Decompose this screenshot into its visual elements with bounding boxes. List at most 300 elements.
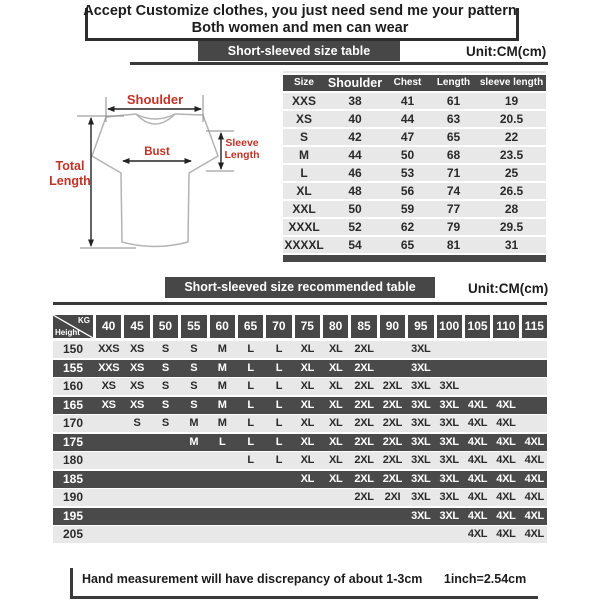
size-recommendation: 3XL xyxy=(411,380,431,392)
sleeve-length-label-2: Length xyxy=(224,149,260,161)
size-recommendation xyxy=(380,341,405,358)
height-label: 155 xyxy=(62,360,84,375)
size-recommendation: XL xyxy=(328,472,343,485)
size-recommendation: 2XL xyxy=(354,380,374,392)
size-value: 22 xyxy=(504,130,519,144)
size-value: 65 xyxy=(400,238,415,252)
reco-table-row xyxy=(53,360,547,377)
size-recommendation: S xyxy=(161,398,169,411)
reco-table-row xyxy=(53,378,547,395)
size-table-row xyxy=(283,183,546,199)
size-table-row xyxy=(283,165,546,181)
size-recommendation: 3XL xyxy=(439,435,459,448)
size-recommendation: M xyxy=(189,417,199,429)
size-recommendation xyxy=(266,489,291,506)
size-recommendation xyxy=(493,360,518,377)
shoulder-label: Shoulder xyxy=(126,92,184,107)
size-value: 59 xyxy=(400,202,415,216)
size-recommendation: 2XL xyxy=(354,343,374,355)
dimension-ticks xyxy=(77,95,234,248)
size-recommendation: L xyxy=(247,343,254,355)
size-recommendation: L xyxy=(247,361,254,374)
size-recommendation xyxy=(266,526,291,543)
size-recommendation: 3XL xyxy=(439,454,459,466)
size-recommendation: S xyxy=(190,361,198,374)
size-value: 44 xyxy=(348,148,362,162)
weight-column-header: 55 xyxy=(181,315,206,338)
size-recommendation: XL xyxy=(300,398,315,411)
size-table-body xyxy=(283,93,546,253)
size-value: 50 xyxy=(348,202,362,216)
size-recommendation: 3XL xyxy=(439,491,459,503)
size-recommendation: 3XL xyxy=(439,380,459,392)
size-value: 41 xyxy=(400,94,415,108)
size-recommendation: M xyxy=(217,343,227,355)
size-recommendation xyxy=(153,489,178,506)
size-recommendation xyxy=(465,341,490,358)
size-name: XXXL xyxy=(288,220,320,234)
size-recommendation: 2XL xyxy=(354,435,374,448)
size-recommendation: S xyxy=(161,361,169,374)
size-recommendation: 3XL xyxy=(411,472,431,485)
size-recommendation: 4XL xyxy=(467,454,488,466)
size-recommendation: 3XL xyxy=(411,454,431,466)
weight-column-header: 60 xyxy=(210,315,235,338)
size-recommendation: 4XL xyxy=(524,491,544,503)
size-value: 19 xyxy=(504,94,519,108)
weight-column-header: 80 xyxy=(323,315,348,338)
height-label: 165 xyxy=(62,397,84,412)
size-value: 38 xyxy=(348,94,362,108)
reco-corner-cell xyxy=(53,315,93,338)
size-recommendation: 2XL xyxy=(354,361,374,374)
size-recommendation xyxy=(124,434,149,451)
size-recommendation: XS xyxy=(101,380,116,392)
size-recommendation: M xyxy=(217,398,227,411)
reco-table-row xyxy=(53,452,547,469)
reco-table-unit: Unit:CM(cm) xyxy=(468,281,549,296)
size-recommendation xyxy=(295,526,320,543)
size-recommendation xyxy=(124,471,149,488)
size-recommendation xyxy=(323,489,348,506)
reco-table-badge: Short-sleeved size recommended table xyxy=(165,277,435,298)
weight-column-header: 50 xyxy=(153,315,178,338)
height-label: 195 xyxy=(62,508,84,523)
size-value: 81 xyxy=(446,238,461,252)
size-recommendation: XL xyxy=(300,435,315,448)
size-recommendation: S xyxy=(190,398,198,411)
size-recommendation xyxy=(238,526,263,543)
size-recommendation: 3XL xyxy=(411,509,431,522)
size-table-row xyxy=(283,111,546,127)
size-recommendation xyxy=(238,508,263,525)
size-value: 25 xyxy=(504,166,519,180)
size-recommendation: 4XL xyxy=(467,398,488,411)
size-recommendation: XL xyxy=(300,361,315,374)
size-value: 26.5 xyxy=(499,184,524,198)
size-recommendation xyxy=(493,378,518,395)
size-table-header xyxy=(283,75,546,91)
size-table-row xyxy=(283,93,546,109)
size-recommendation xyxy=(153,452,178,469)
size-recommendation: L xyxy=(275,454,283,466)
size-value: 42 xyxy=(348,130,362,144)
size-recommendation: 3XL xyxy=(439,398,459,411)
size-recommendation: L xyxy=(275,435,283,448)
size-recommendation: L xyxy=(247,417,254,429)
size-value: 63 xyxy=(446,112,461,126)
size-recommendation xyxy=(437,341,462,358)
size-recommendation xyxy=(153,434,178,451)
size-value: 79 xyxy=(446,220,461,234)
size-recommendation xyxy=(210,452,235,469)
size-recommendation: S xyxy=(133,417,141,429)
size-recommendation: 4XL xyxy=(524,528,544,540)
size-value: 31 xyxy=(504,238,519,252)
tshirt-diagram xyxy=(38,76,280,268)
size-value: 52 xyxy=(348,220,362,234)
size-column-header: sleeve length xyxy=(479,77,544,88)
size-recommendation: 2XL xyxy=(382,417,403,429)
size-recommendation xyxy=(465,378,490,395)
height-label: 180 xyxy=(62,453,84,467)
reco-table-row xyxy=(53,508,547,525)
size-name: XXL xyxy=(292,202,316,216)
divider-line-2 xyxy=(53,302,547,305)
size-recommendation: 4XL xyxy=(467,491,488,503)
size-recommendation xyxy=(493,341,518,358)
size-recommendation: 4XL xyxy=(524,435,544,448)
banner-line1: Accept Customize clothes, you just need send me your pattern xyxy=(83,3,517,19)
size-recommendation: L xyxy=(275,361,283,374)
size-value: 29.5 xyxy=(499,220,524,234)
size-recommendation xyxy=(181,489,206,506)
weight-column-header: 70 xyxy=(266,315,291,338)
size-column-header: Size xyxy=(293,77,314,88)
size-recommendation: M xyxy=(189,435,199,448)
reco-table-body xyxy=(53,341,547,543)
size-name: S xyxy=(299,130,308,144)
size-recommendation xyxy=(96,434,121,451)
size-table-row xyxy=(283,201,546,217)
size-recommendation xyxy=(96,508,121,525)
size-table-top-sliver xyxy=(283,71,546,73)
size-value: 47 xyxy=(400,130,415,144)
reco-table-row xyxy=(53,415,547,432)
size-recommendation xyxy=(238,471,263,488)
size-recommendation: 4XL xyxy=(524,472,544,485)
size-recommendation xyxy=(153,526,178,543)
weight-column-header: 105 xyxy=(465,315,490,338)
tshirt-outline xyxy=(92,114,218,247)
size-recommendation: 2XL xyxy=(382,454,403,466)
size-recommendation xyxy=(124,489,149,506)
size-recommendation xyxy=(124,452,149,469)
size-recommendation: L xyxy=(275,380,283,392)
size-recommendation: 4XL xyxy=(496,417,516,429)
size-recommendation: 4XL xyxy=(467,435,488,448)
size-recommendation: 2XI xyxy=(384,491,401,503)
size-value: 74 xyxy=(446,184,461,198)
size-recommendation: 4XL xyxy=(467,528,488,540)
size-value: 23.5 xyxy=(499,148,524,162)
weight-column-header: 100 xyxy=(437,315,462,338)
size-recommendation xyxy=(210,471,235,488)
size-recommendation xyxy=(124,526,149,543)
size-value: 71 xyxy=(446,166,461,180)
reco-table-row xyxy=(53,397,547,414)
size-name: M xyxy=(299,148,309,162)
size-recommendation: L xyxy=(247,435,254,448)
weight-column-header: 115 xyxy=(522,315,547,338)
size-recommendation: XL xyxy=(328,454,343,466)
size-recommendation: L xyxy=(247,380,254,392)
size-recommendation xyxy=(96,526,121,543)
size-table-row xyxy=(283,147,546,163)
size-recommendation: 4XL xyxy=(467,472,488,485)
height-label: 185 xyxy=(62,471,84,486)
size-recommendation xyxy=(124,508,149,525)
size-recommendation xyxy=(153,471,178,488)
size-column-header: Shoulder xyxy=(327,76,383,90)
size-recommendation: 2XL xyxy=(354,472,374,485)
size-recommendation: XXS xyxy=(98,361,120,374)
size-recommendation: XL xyxy=(300,343,315,355)
size-recommendation: XS xyxy=(130,343,145,355)
size-recommendation xyxy=(380,508,405,525)
size-recommendation: XXS xyxy=(98,343,120,355)
size-recommendation: L xyxy=(275,398,283,411)
size-value: 56 xyxy=(400,184,415,198)
size-table-unit: Unit:CM(cm) xyxy=(466,44,547,59)
reco-table-row xyxy=(53,489,547,506)
size-value: 62 xyxy=(400,220,415,234)
size-recommendation: 4XL xyxy=(496,398,516,411)
size-name: XL xyxy=(296,184,312,198)
size-recommendation xyxy=(96,415,121,432)
size-recommendation: L xyxy=(275,417,283,429)
reco-table xyxy=(53,315,547,545)
size-recommendation: XS xyxy=(101,398,116,411)
size-recommendation: XL xyxy=(328,417,343,429)
size-recommendation: 2XL xyxy=(354,417,374,429)
size-recommendation: S xyxy=(190,380,198,392)
size-recommendation: L xyxy=(218,435,226,448)
size-value: 50 xyxy=(400,148,415,162)
size-recommendation xyxy=(437,360,462,377)
size-recommendation: XL xyxy=(328,361,343,374)
size-recommendation xyxy=(210,526,235,543)
size-recommendation xyxy=(465,360,490,377)
size-column-header: Chest xyxy=(393,77,422,88)
size-recommendation: XS xyxy=(130,361,145,374)
size-value: 46 xyxy=(348,166,362,180)
size-recommendation: M xyxy=(217,361,227,374)
size-recommendation: 4XL xyxy=(496,435,516,448)
banner-line2: Both women and men can wear xyxy=(191,20,409,36)
size-recommendation: S xyxy=(161,380,169,392)
weight-column-header: 110 xyxy=(493,315,518,338)
size-recommendation xyxy=(380,360,405,377)
height-label: 205 xyxy=(62,527,84,541)
size-name: L xyxy=(300,166,308,180)
size-table-badge: Short-sleeved size table xyxy=(198,41,400,61)
size-recommendation: 4XL xyxy=(496,491,516,503)
size-recommendation: L xyxy=(247,398,254,411)
height-label: 160 xyxy=(62,379,84,393)
measurement-note: Hand measurement will have discrepancy of about 1-3cm xyxy=(82,572,423,586)
bust-label: Bust xyxy=(144,146,170,158)
size-recommendation xyxy=(181,526,206,543)
size-recommendation: 3XL xyxy=(411,491,431,503)
size-recommendation xyxy=(522,415,547,432)
size-name: XXXXL xyxy=(284,238,324,252)
inch-conversion: 1inch=2.54cm xyxy=(443,572,527,586)
size-value: 20.5 xyxy=(499,112,524,126)
size-table-row xyxy=(283,219,546,235)
size-recommendation: XS xyxy=(130,398,145,411)
size-column-header: Length xyxy=(436,77,471,88)
size-table xyxy=(283,75,546,262)
size-recommendation xyxy=(408,526,433,543)
size-table-bottom-bar xyxy=(283,255,546,262)
size-recommendation: 2XL xyxy=(382,380,403,392)
size-recommendation: 2XL xyxy=(354,398,374,411)
reco-table-header xyxy=(53,315,547,338)
size-recommendation xyxy=(323,508,348,525)
size-recommendation: S xyxy=(161,417,169,429)
size-recommendation: 4XL xyxy=(496,472,516,485)
size-recommendation xyxy=(522,341,547,358)
height-label: 170 xyxy=(62,416,84,430)
size-recommendation xyxy=(96,452,121,469)
size-value: 61 xyxy=(446,94,461,108)
reco-table-row xyxy=(53,471,547,488)
size-table-row xyxy=(283,129,546,145)
size-recommendation: 4XL xyxy=(524,454,544,466)
size-table-row xyxy=(283,237,546,253)
reco-table-row xyxy=(53,341,547,358)
size-recommendation xyxy=(210,489,235,506)
total-length-label-1: Total xyxy=(55,159,85,173)
height-label: 175 xyxy=(62,434,84,449)
dimension-arrows xyxy=(91,109,221,246)
size-value: 28 xyxy=(504,202,519,216)
size-recommendation: 3XL xyxy=(411,435,431,448)
size-recommendation xyxy=(181,508,206,525)
size-recommendation xyxy=(522,360,547,377)
size-recommendation: 3XL xyxy=(411,398,431,411)
weight-column-header: 40 xyxy=(96,315,121,338)
height-label: 190 xyxy=(62,490,84,504)
sleeve-length-label-1: Sleeve xyxy=(225,137,259,149)
size-recommendation xyxy=(96,471,121,488)
size-recommendation xyxy=(437,526,462,543)
size-recommendation xyxy=(522,378,547,395)
size-value: 40 xyxy=(348,112,362,126)
size-value: 48 xyxy=(348,184,362,198)
size-recommendation: 3XL xyxy=(411,417,431,429)
divider-line xyxy=(130,62,548,65)
size-recommendation: 2XL xyxy=(354,491,374,503)
size-recommendation: 3XL xyxy=(439,417,459,429)
weight-column-header: 85 xyxy=(351,315,376,338)
weight-column-header: 45 xyxy=(124,315,149,338)
size-recommendation: L xyxy=(247,454,254,466)
size-recommendation: XL xyxy=(328,380,343,392)
reco-table-row xyxy=(53,434,547,451)
size-recommendation xyxy=(522,397,547,414)
size-value: 77 xyxy=(446,202,461,216)
reco-table-row xyxy=(53,526,547,543)
size-value: 68 xyxy=(446,148,461,162)
size-recommendation xyxy=(266,508,291,525)
size-recommendation: 4XL xyxy=(496,528,516,540)
size-recommendation: 4XL xyxy=(496,509,516,522)
size-recommendation: 2XL xyxy=(382,435,403,448)
weight-column-header: 90 xyxy=(380,315,405,338)
size-value: 65 xyxy=(446,130,461,144)
size-recommendation xyxy=(323,526,348,543)
size-recommendation: M xyxy=(217,417,227,429)
size-recommendation: 2XL xyxy=(382,472,403,485)
size-recommendation: 4XL xyxy=(496,454,516,466)
size-recommendation xyxy=(380,526,405,543)
size-recommendation: XL xyxy=(300,454,315,466)
size-recommendation: 4XL xyxy=(467,509,488,522)
size-recommendation: 2XL xyxy=(354,454,374,466)
size-value: 54 xyxy=(348,238,362,252)
size-recommendation xyxy=(210,508,235,525)
size-recommendation xyxy=(351,526,376,543)
size-recommendation: XL xyxy=(328,435,343,448)
corner-height-label: Height xyxy=(55,328,80,337)
size-recommendation xyxy=(295,508,320,525)
corner-kg-label: KG xyxy=(78,316,90,325)
size-recommendation: 2XL xyxy=(382,398,403,411)
size-recommendation: S xyxy=(190,343,198,355)
size-recommendation: XL xyxy=(328,398,343,411)
weight-column-header: 65 xyxy=(238,315,263,338)
size-recommendation xyxy=(181,471,206,488)
size-name: XS xyxy=(295,112,312,126)
total-length-label-2: Length xyxy=(49,174,91,188)
size-recommendation xyxy=(295,489,320,506)
size-recommendation xyxy=(153,508,178,525)
size-recommendation: L xyxy=(275,343,283,355)
footer-text xyxy=(82,572,526,586)
size-name: XXS xyxy=(291,94,316,108)
size-recommendation: 3XL xyxy=(411,361,431,374)
size-value: 44 xyxy=(400,112,415,126)
size-recommendation: XL xyxy=(300,472,315,485)
size-recommendation: XL xyxy=(300,380,315,392)
size-recommendation: 3XL xyxy=(439,472,459,485)
height-label: 150 xyxy=(62,342,84,356)
size-recommendation: XS xyxy=(130,380,145,392)
size-recommendation: XL xyxy=(300,417,315,429)
size-recommendation: 4XL xyxy=(524,509,544,522)
size-recommendation xyxy=(96,489,121,506)
size-recommendation xyxy=(266,471,291,488)
size-recommendation: 3XL xyxy=(411,343,431,355)
size-recommendation xyxy=(238,489,263,506)
size-recommendation: XL xyxy=(328,343,343,355)
weight-column-header: 75 xyxy=(295,315,320,338)
size-recommendation: M xyxy=(217,380,227,392)
size-recommendation: 3XL xyxy=(439,509,459,522)
banner-text xyxy=(60,3,540,37)
